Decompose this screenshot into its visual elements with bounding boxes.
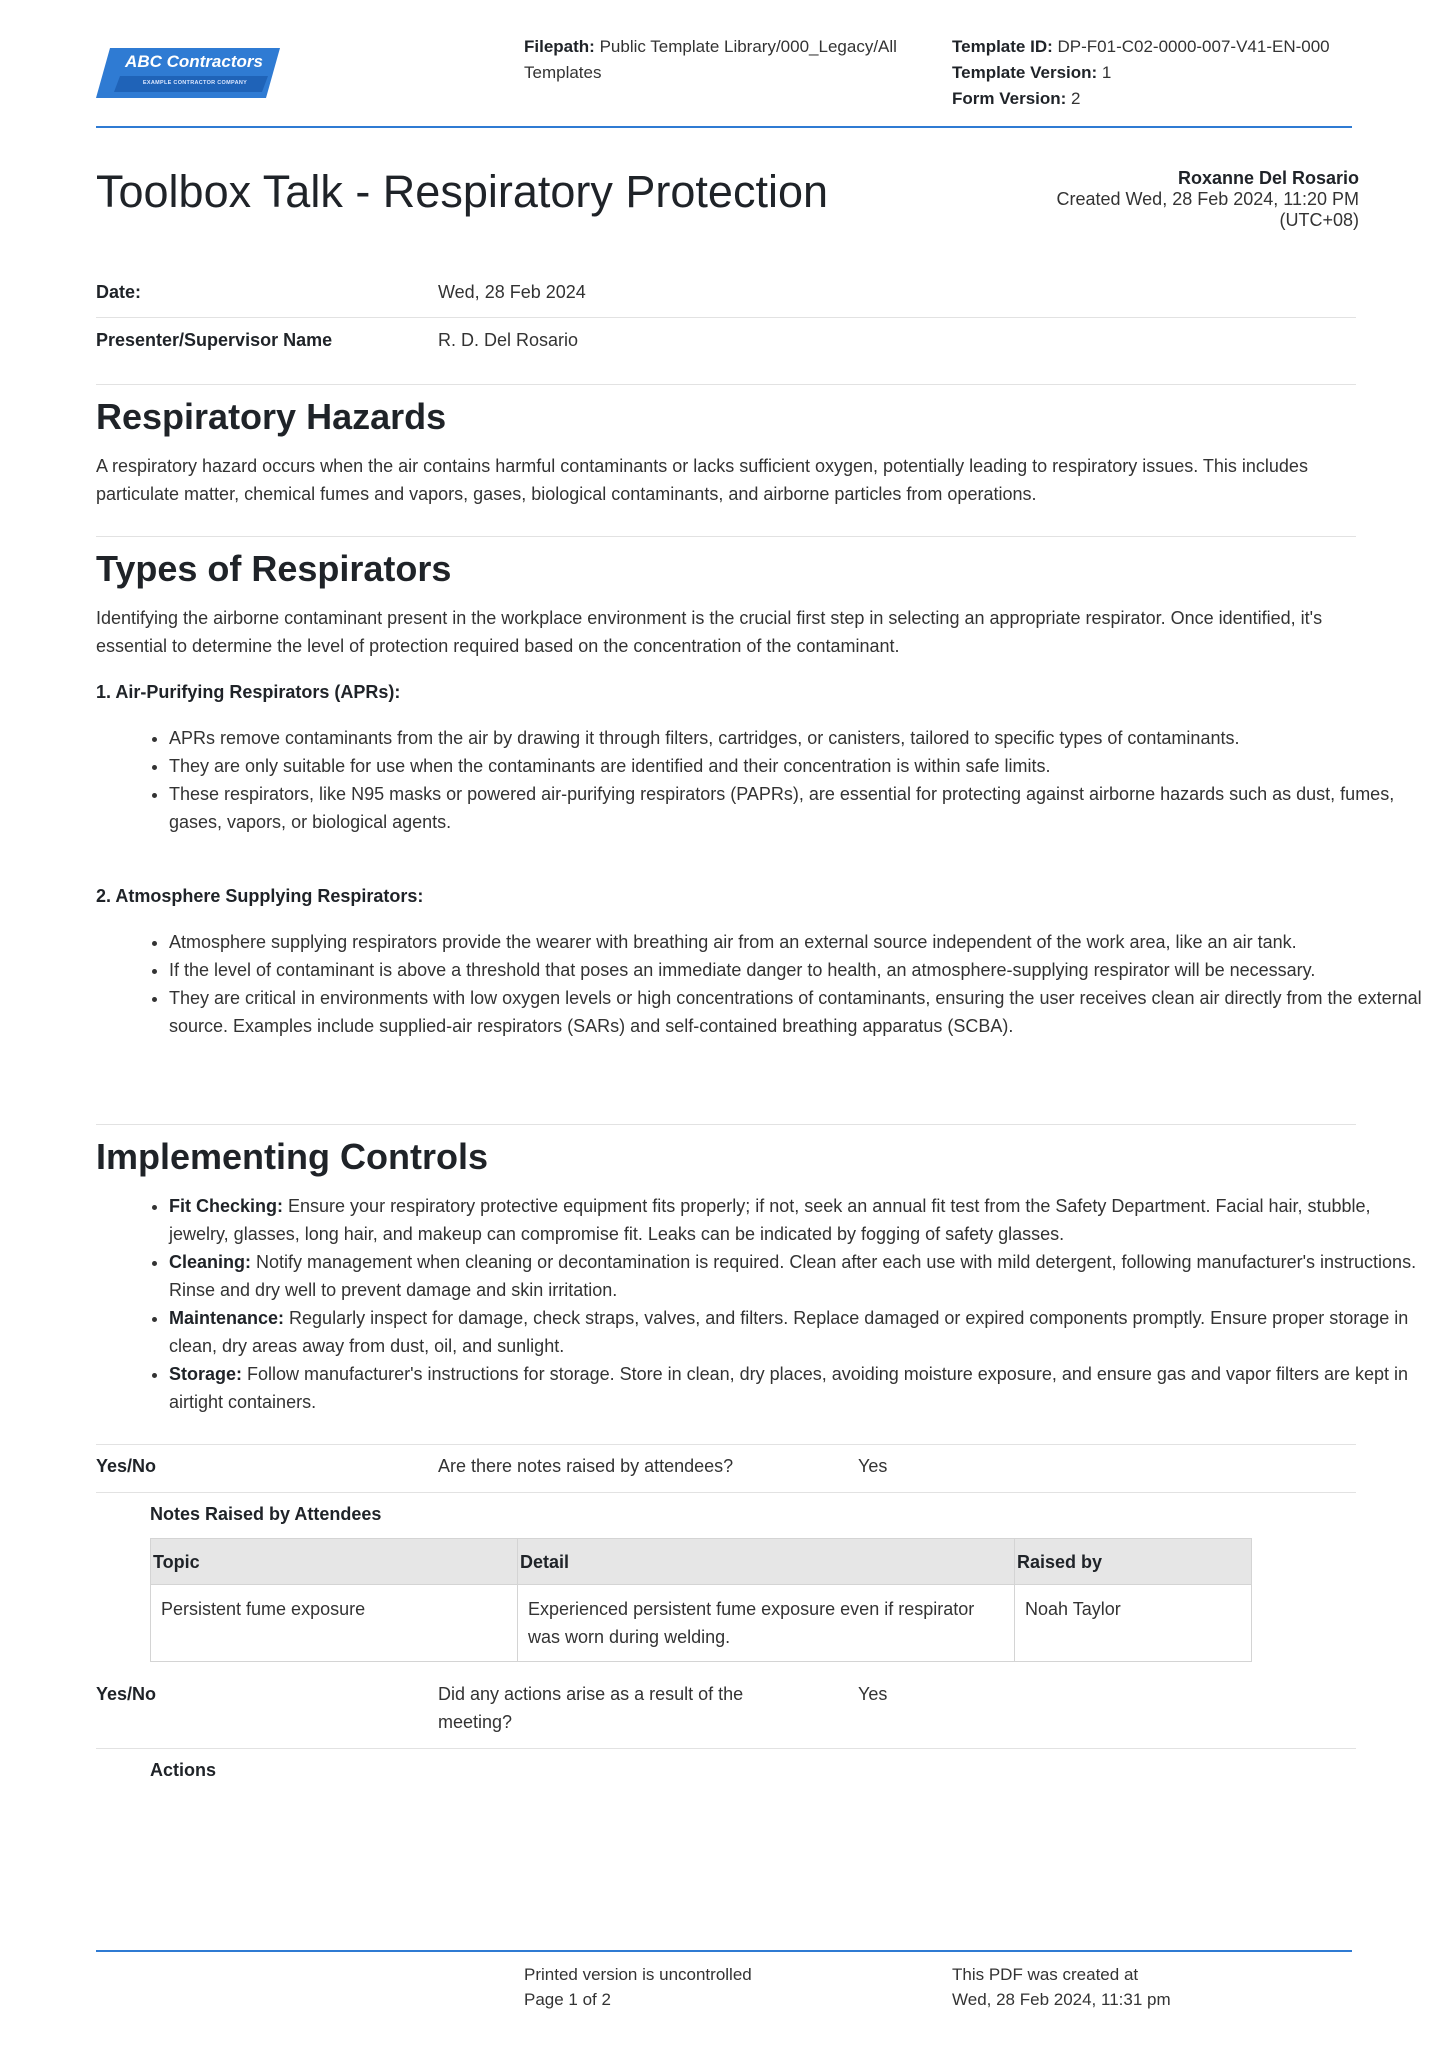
- footer-created-info: [952, 1962, 1171, 2012]
- pdf-created-timestamp: Wed, 28 Feb 2024, 11:31 pm: [952, 1990, 1171, 2009]
- filepath-block: [524, 34, 944, 86]
- created-timestamp: Created Wed, 28 Feb 2024, 11:20 PM: [1056, 189, 1359, 209]
- template-meta-block: [952, 34, 1372, 112]
- asr-heading: 2. Atmosphere Supplying Respirators:: [96, 886, 424, 906]
- controls-list: [96, 1192, 1429, 1416]
- types-intro: Identifying the airborne contaminant present in the workplace environment is the crucial first step in selecting an appropriate respirator. Once identified, it's essential to determine the level of protection required based on the concentration of the contaminant.: [96, 608, 1323, 656]
- form-version: 2: [1071, 89, 1081, 108]
- table-header-row: [151, 1539, 1252, 1585]
- table-cell: Persistent fume exposure: [151, 1585, 518, 1662]
- list-item: [169, 1192, 1429, 1248]
- logo-tagline: EXAMPLE CONTRACTOR COMPANY: [142, 80, 248, 86]
- list-item: • If the level of contaminant is above a threshold that poses an immediate danger to health, an atmosphere-supplying respirator will be necessary.: [169, 956, 1429, 984]
- footer-print-info: [524, 1962, 752, 2012]
- section-heading-controls: Implementing Controls: [96, 1136, 489, 1177]
- section-heading-types: Types of Respirators: [96, 548, 452, 589]
- table-cell: Noah Taylor: [1015, 1585, 1252, 1662]
- control-term: Fit Checking:: [169, 1196, 284, 1216]
- asr-list: [96, 928, 1429, 1040]
- form-version-label: Form Version:: [952, 89, 1067, 108]
- column-header: Topic: [151, 1539, 518, 1585]
- uncontrolled-notice: Printed version is uncontrolled: [524, 1965, 752, 1984]
- template-id: DP-F01-C02-0000-007-V41-EN-000: [1057, 37, 1330, 56]
- author-name: Roxanne Del Rosario: [1177, 168, 1359, 188]
- field-value: R. D. Del Rosario: [438, 330, 579, 350]
- list-item: [169, 1304, 1429, 1360]
- section-divider: [96, 1124, 1356, 1125]
- creator-block: [1056, 168, 1359, 231]
- pdf-created-label: This PDF was created at: [952, 1965, 1139, 1984]
- question-text: Did any actions arise as a result of the meeting?: [438, 1684, 744, 1732]
- page-number: Page 1 of 2: [524, 1990, 611, 2009]
- section-divider: [96, 536, 1356, 537]
- list-item: [169, 1360, 1429, 1416]
- company-logo: [96, 46, 281, 101]
- actions-heading: Actions: [150, 1760, 217, 1780]
- control-term: Maintenance:: [169, 1308, 285, 1328]
- filepath-value: Public Template Library/000_Legacy/All: [599, 37, 897, 56]
- question-type-label: Yes/No: [96, 1456, 157, 1476]
- list-item: • Atmosphere supplying respirators provide the wearer with breathing air from an external source independent of the work area, like an air tank.: [169, 928, 1429, 956]
- row-divider: [96, 1492, 1356, 1493]
- list-item: • These respirators, like N95 masks or powered air-purifying respirators (PAPRs), are essential for protecting against airborne hazards such as dust, fumes, gases, vapors, or biological agents.: [169, 780, 1429, 836]
- footer-divider: [96, 1950, 1352, 1952]
- notes-table: [150, 1538, 1252, 1662]
- filepath-label: Filepath:: [524, 37, 595, 56]
- filepath-value-cont: Templates: [524, 63, 602, 82]
- template-version-label: Template Version:: [952, 63, 1098, 82]
- control-term: Storage:: [169, 1364, 243, 1384]
- control-term: Cleaning:: [169, 1252, 252, 1272]
- section-heading-hazards: Respiratory Hazards: [96, 396, 447, 437]
- control-text: Regularly inspect for damage, check straps, valves, and filters. Replace damaged or expired components promptly. Ensure proper storage in clean, dry areas away from dust, oil, and sunlight.: [169, 1308, 1409, 1356]
- list-item: • APRs remove contaminants from the air by drawing it through filters, cartridges, or canisters, tailored to specific types of contaminants.: [169, 724, 1429, 752]
- column-header: Detail: [518, 1539, 1015, 1585]
- row-divider: [96, 1748, 1356, 1749]
- created-timezone: (UTC+08): [1279, 210, 1359, 230]
- document-title: Toolbox Talk - Respiratory Protection: [96, 166, 828, 217]
- field-label: Presenter/Supervisor Name: [96, 330, 333, 350]
- logo-name: ABC Contractors: [125, 52, 263, 71]
- question-type-label: Yes/No: [96, 1684, 157, 1704]
- apr-list: [96, 724, 1429, 836]
- field-value: Wed, 28 Feb 2024: [438, 282, 586, 302]
- control-text: Ensure your respiratory protective equipment fits properly; if not, seek an annual fit test from the Safety Department. Facial hair, stubble, jewelry, glasses, long hair, and makeup can compromise fit. Leaks can be indicated by fogging of safety glasses.: [169, 1196, 1371, 1244]
- apr-heading: 1. Air-Purifying Respirators (APRs):: [96, 682, 401, 702]
- header-divider: [96, 126, 1352, 128]
- field-label: Date:: [96, 282, 142, 302]
- table-row: [151, 1585, 1252, 1662]
- list-item: • They are critical in environments with low oxygen levels or high concentrations of contaminants, ensuring the user receives clean air directly from the external source. Examples include supplied-air respirators (SARs) and self-contained breathing apparatus (SCBA).: [169, 984, 1429, 1040]
- question-answer: Yes: [858, 1684, 888, 1704]
- notes-heading: Notes Raised by Attendees: [150, 1504, 382, 1524]
- column-header: Raised by: [1015, 1539, 1252, 1585]
- table-cell: Experienced persistent fume exposure even if respirator was worn during welding.: [518, 1585, 1015, 1662]
- list-item: [169, 1248, 1429, 1304]
- control-text: Notify management when cleaning or decontamination is required. Clean after each use with mild detergent, following manufacturer's instructions. Rinse and dry well to prevent damage and skin irritation.: [169, 1252, 1417, 1300]
- template-version: 1: [1101, 63, 1112, 82]
- question-text: Are there notes raised by attendees?: [438, 1456, 734, 1476]
- list-item: • They are only suitable for use when the contaminants are identified and their concentration is within safe limits.: [169, 752, 1429, 780]
- hazards-text: A respiratory hazard occurs when the air contains harmful contaminants or lacks sufficient oxygen, potentially leading to respiratory issues. This includes particulate matter, chemical fumes and vapors, gases, biological contaminants, and airborne particles from operations.: [96, 456, 1308, 504]
- row-divider: [96, 317, 1356, 318]
- question-answer: Yes: [858, 1456, 888, 1476]
- row-divider: [96, 384, 1356, 385]
- template-id-label: Template ID:: [952, 37, 1053, 56]
- section-divider: [96, 1444, 1356, 1445]
- control-text: Follow manufacturer's instructions for storage. Store in clean, dry places, avoiding moisture exposure, and ensure gas and vapor filters are kept in airtight containers.: [169, 1364, 1409, 1412]
